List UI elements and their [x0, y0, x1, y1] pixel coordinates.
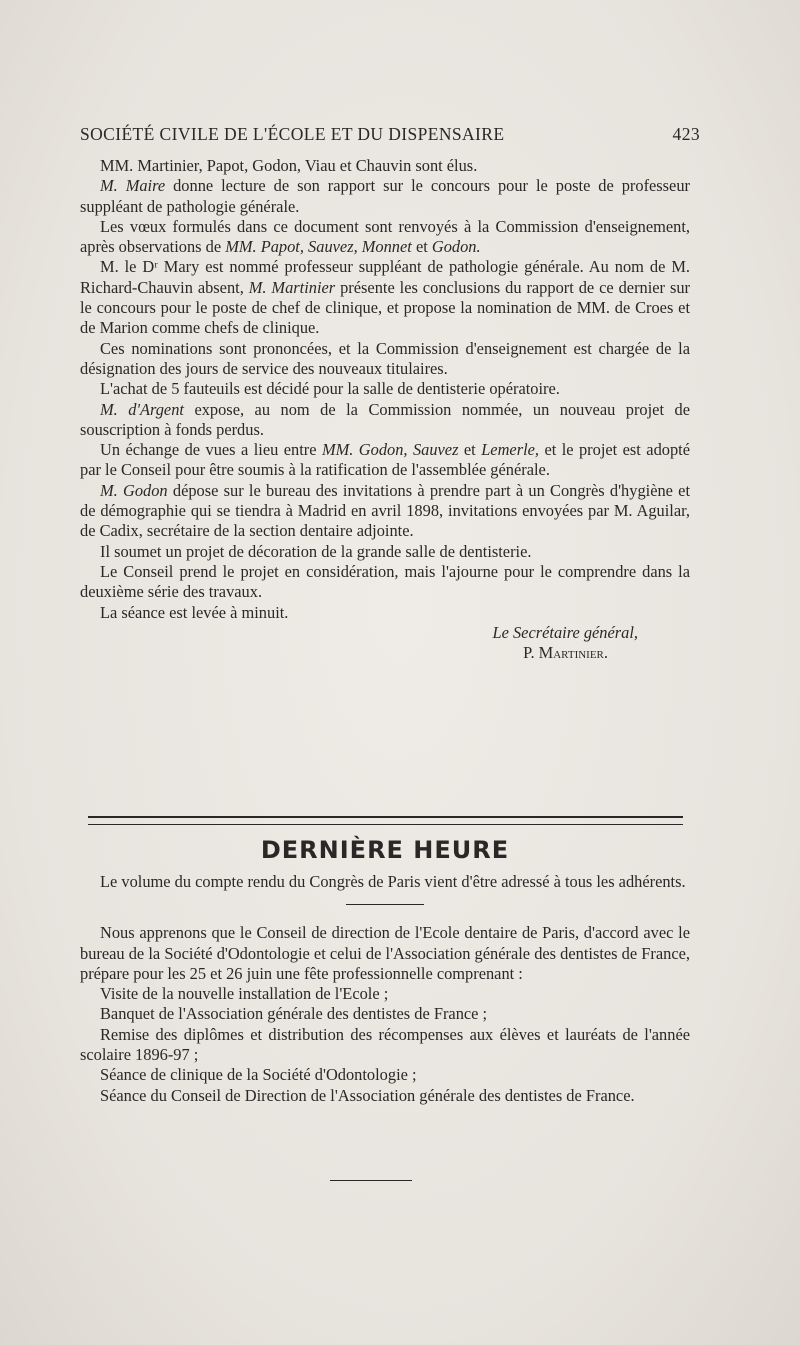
signature [80, 623, 690, 664]
paragraph: Le volume du compte rendu du Congrès de Paris vient d'être adressé à tous les adhérents. [100, 872, 686, 891]
paragraph: M. le Dʳ Mary est nommé professeur suppléant de pathologie générale. Au nom de M. Richard-Chauvin absent, M. Martinier présente les conclusions du rapport de ce dernier sur le concours pour le poste de chef de clinique, et propose la nomination de MM. de Croes et de Marion comme chefs de clinique. [80, 257, 690, 338]
minutes-section [80, 156, 690, 663]
paragraph: Le Conseil prend le projet en considération, mais l'ajourne pour le comprendre dans la deuxième série des travaux. [80, 561, 690, 602]
signature-title: Le Secrétaire général, [492, 622, 638, 642]
section-heading: DERNIÈRE HEURE [260, 836, 510, 864]
list-item: Remise des diplômes et distribution des récompenses aux élèves et lauréats de l'année scolaire 1896-97 ; [80, 1024, 690, 1065]
paragraph: M. d'Argent expose, au nom de la Commission nommée, un nouveau projet de souscription à fonds perdus. [80, 399, 690, 439]
page-number: 423 [672, 124, 700, 144]
paragraph: L'achat de 5 fauteuils est décidé pour la salle de dentisterie opératoire. [100, 379, 560, 399]
paragraph: MM. Martinier, Papot, Godon, Viau et Chauvin sont élus. [100, 156, 478, 175]
paragraph: Un échange de vues a lieu entre MM. Godon, Sauvez et Lemerle, et le projet est adopté par le Conseil pour être soumis à la ratification de l'assemblée générale. [80, 440, 690, 480]
running-header [80, 124, 700, 145]
paragraph: M. Maire donne lecture de son rapport sur le concours pour le poste de professeur suppléant de pathologie générale. [80, 176, 690, 216]
list-item: Séance de clinique de la Société d'Odontologie ; [100, 1065, 417, 1085]
paragraph: Nous apprenons que le Conseil de direction de l'Ecole dentaire de Paris, d'accord avec le bureau de la Société d'Odontologie et celui de l'Association générale des dentistes de France, prépare pour les 25 et 26 juin une fête professionnelle comprenant : [80, 923, 690, 983]
paragraph: Ces nominations sont prononcées, et la Commission d'enseignement est chargée de la désignation des jours de service des nouveaux titulaires. [80, 338, 690, 378]
paragraph: M. Godon dépose sur le bureau des invitations à prendre part à un Congrès d'hygiène et de démographie qui se tiendra à Madrid en avril 1898, invitations envoyées par M. Aguilar, de Cadix, secrétaire de la section dentaire adjointe. [80, 480, 691, 541]
list-item: Visite de la nouvelle installation de l'Ecole ; [100, 984, 389, 1004]
paragraph: La séance est levée à minuit. [100, 602, 289, 622]
signature-name: P. Martinier. [523, 643, 608, 663]
end-divider [330, 1180, 412, 1181]
paragraph: Il soumet un projet de décoration de la grande salle de dentisterie. [100, 541, 532, 561]
list-item: Banquet de l'Association générale des dentistes de France ; [100, 1004, 488, 1024]
section-divider [88, 816, 683, 825]
list-item: Séance du Conseil de Direction de l'Association générale des dentistes de France. [100, 1085, 635, 1105]
running-title: SOCIÉTÉ CIVILE DE L'ÉCOLE ET DU DISPENSAIRE [80, 124, 505, 144]
news-section [80, 872, 690, 1106]
paragraph: Les vœux formulés dans ce document sont renvoyés à la Commission d'enseignement, après observations de MM. Papot, Sauvez, Monnet et Godon. [80, 216, 690, 257]
